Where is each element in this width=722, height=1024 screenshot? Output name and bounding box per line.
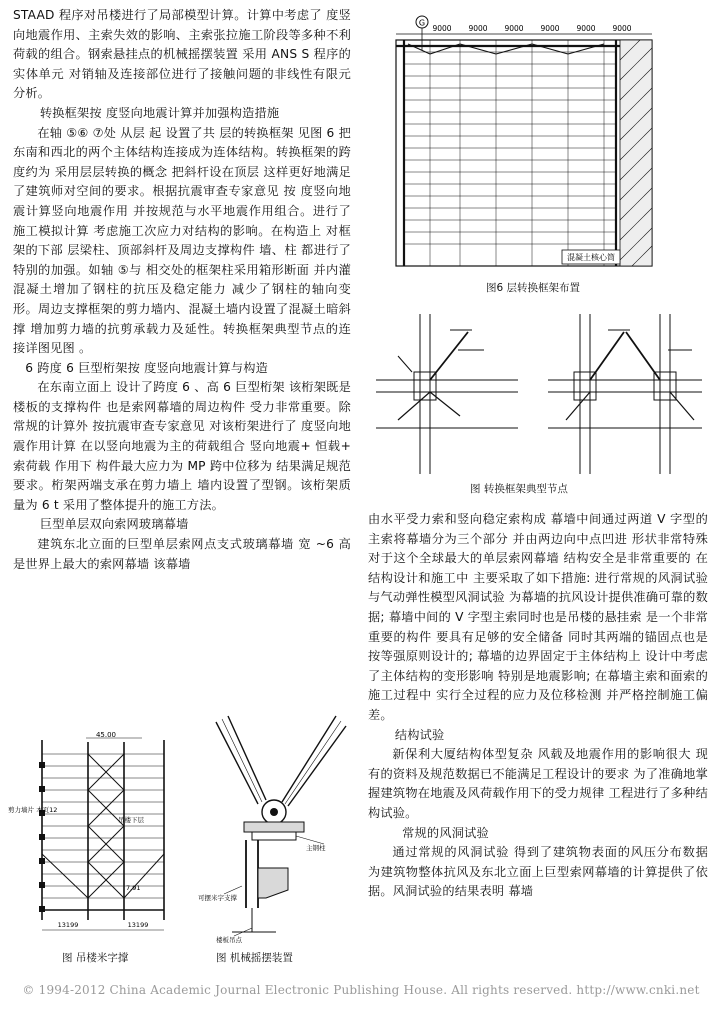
- figure-caption: 图 吊楼米字撑: [62, 952, 129, 964]
- dimension-label: 13199: [57, 921, 79, 929]
- span-label: 9000: [432, 24, 452, 33]
- figure-caption: 图6 层转换框架布置: [486, 282, 581, 294]
- dimension-label: 7.91: [126, 884, 141, 892]
- section-heading: 6 跨度 6 巨型桁架按 度竖向地震计算与构造: [25, 360, 268, 375]
- paragraph: 新保利大厦结构体型复杂 风载及地震作用的影响很大 现有的资料及规范数据已不能满足工程设计的要求 为了准确地掌握建筑物在地震及风荷载作用下的受力规律 工程进行了多种结构试验。: [368, 747, 708, 820]
- core-note: 混凝土核心筒: [567, 253, 615, 262]
- span-label: 9000: [504, 24, 524, 33]
- paragraph: 通过常规的风洞试验 得到了建筑物表面的风压分布数据 为建筑物整体抗风及东北立面上巨型索网幕墙的计算提供了依据。风洞试验的结果表明 幕墙: [368, 845, 708, 899]
- right-column: [368, 510, 708, 902]
- device-label: 主钢柱: [306, 844, 326, 852]
- figure-typical-joints: [368, 310, 708, 482]
- section-heading: 常规的风洞试验: [402, 825, 489, 840]
- paragraph: 在东南立面上 设计了跨度 6 、高 6 巨型桁架 该桁架既是楼板的支撑构件 也是索网幕墙的周边构件 受力非常重要。除常规的计算外 按抗震审查专家意见 对该桁架进行了 度竖向地震作用计算 在以竖向地震为主的荷载组合 竖向地震+ 恒载+ 索荷载 作用下 构件最大应力为 MP 跨中位移为 结果满足规范要求。桁架两端支承在剪力墙上 墙内设置了型钢。该桁架质量为 6 t 采用了整体提升的施工方法。: [13, 380, 351, 512]
- paragraph: 在轴 ⑤⑥ ⑦处 从层 起 设置了共 层的转换框架 见图 6 把东南和西北的两个主体结构连接成为连体结构。转换框架的跨度约为 采用层层转换的概念 把斜杆设在顶层 这样更好地满足了建筑师对空间的要求。根据抗震审查专家意见 按 度竖向地震计算竖向地震作用 并按规范与水平地震作用组合。进行了施工模拟计算 考虑施工次应力对结构的影响。在构造上 对框架的下部 层梁柱、顶部斜杆及周边支撑构件 墙、柱 都进行了特别的加强。如轴 ⑤与 相交处的框架柱采用箱形断面 并内灌混凝土增加了钢柱的抗压及稳定能力 减少了钢柱的轴向变形。周边支撑框架的剪力墙内、混凝土墙内设置了混凝土暗斜撑 增加剪力墙的抗剪承载力及延性。转换框架典型节点的连接详图见图 。: [13, 125, 351, 356]
- dimension-label: 13199: [127, 921, 149, 929]
- figure-mechanical-swing-device: [196, 708, 356, 952]
- section-heading: 巨型单层双向索网玻璃幕墙: [39, 517, 189, 532]
- span-label: 9000: [468, 24, 488, 33]
- transfer-frame-drawing: [384, 10, 664, 272]
- section-heading: 结构试验: [394, 727, 445, 742]
- left-column: [13, 6, 351, 574]
- figure-transfer-frame-layout: [384, 10, 664, 276]
- swing-device-drawing: [196, 708, 356, 948]
- section-heading: 转换框架按 度竖向地震计算并加强构造措施: [39, 105, 280, 120]
- figure-caption: 图 转换框架典型节点: [470, 483, 568, 495]
- joint-drawing: [368, 310, 708, 478]
- device-label: 楼板吊点: [216, 936, 242, 944]
- span-label: 9000: [540, 24, 560, 33]
- hanging-floor-drawing: [6, 730, 182, 946]
- figure-hanging-floor-bracing: [6, 730, 182, 950]
- copyright-footer: © 1994-2012 China Academic Journal Electronic Publishing House. All rights reserved. http://www.cnki.net: [22, 983, 700, 997]
- paragraph: 建筑东北立面的巨型单层索网点支式玻璃幕墙 宽 ~6 高 是世界上最大的索网幕墙 该幕墙: [13, 537, 351, 571]
- inner-label: 吊楼下层: [118, 816, 144, 824]
- axis-label: G: [418, 18, 426, 28]
- span-label: 9000: [612, 24, 632, 33]
- device-label: 可摆米字支撑: [198, 894, 237, 902]
- paragraph: 由水平受力索和竖向稳定索构成 幕墙中间通过两道 V 字型的主索将幕墙分为三个部分 并由两边向中点凹进 形状非常特殊 对于这个全球最大的单层索网幕墙 结构安全是非常重要的 在结构设计和施工中 主要采取了如下措施: 进行常规的风洞试验与气动弹性模型风洞试验 为幕墙的抗风设计提供准确可靠的数据; 幕墙中间的 V 字型主索同时也是吊楼的悬挂索 是一个非常重要的构件 要具有足够的安全储备 同时其两端的锚固点也是按等强原则设计的; 幕墙的边界固定于主体结构上 设计中考虑了主体结构的变形影响 特别是地震影响; 在幕墙主索和面索的施工过程中 实行全过程的应力及位移检测 并严格控制施工偏差。: [368, 512, 708, 722]
- dimension-label: 45.00: [95, 731, 117, 739]
- span-label: 9000: [576, 24, 596, 33]
- side-label: 剪力墙片 本页12: [8, 806, 58, 814]
- paragraph: STAAD 程序对吊楼进行了局部模型计算。计算中考虑了 度竖向地震作用、主索失效的影响、主索张拉施工阶段等多种不利荷载的组合。钢索悬挂点的机械摇摆装置 采用 ANS S 程序的实体单元 对销轴及连接部位进行了接触问题的非线性有限元分析。: [13, 8, 351, 101]
- figure-caption: 图 机械摇摆装置: [216, 952, 293, 964]
